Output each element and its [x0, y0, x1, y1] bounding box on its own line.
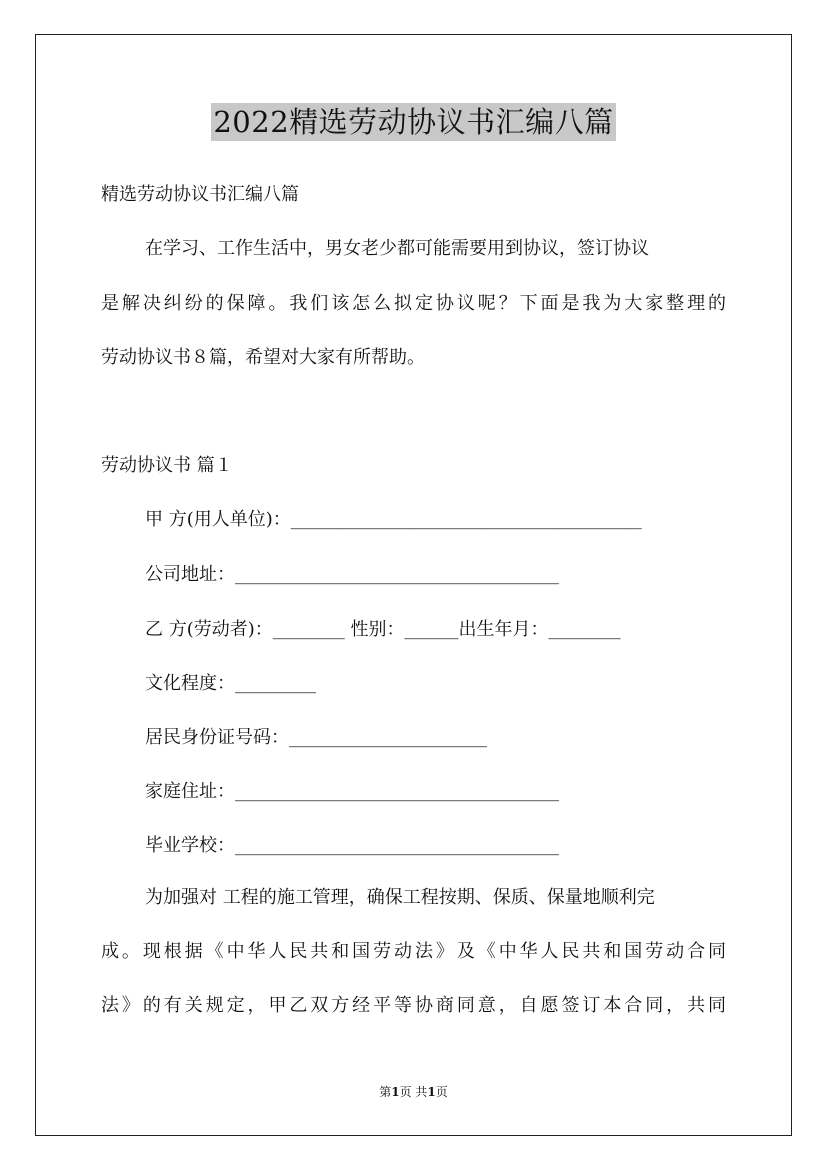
document-title: 2022精选劳动协议书汇编八篇 [213, 105, 614, 139]
body-line-1: 为加强对 工程的施工管理，确保工程按期、保质、保量地顺利完 [145, 887, 655, 908]
field-company-address: 公司地址：____________________________________ [145, 564, 559, 585]
body-line-3: 法》的有关规定，甲乙双方经平等协商同意，自愿签订本合同，共同 [101, 995, 726, 1016]
field-party-a: 甲 方(用人单位)：_______________________________________ [145, 509, 642, 530]
field-home-address: 家庭住址：____________________________________ [145, 781, 559, 802]
intro-line-3: 劳动协议书８篇，希望对大家有所帮助。 [101, 347, 425, 368]
document-subtitle: 精选劳动协议书汇编八篇 [101, 184, 299, 205]
footer-page-suffix: 页 [435, 1085, 448, 1099]
footer-page-mid: 页 共 [399, 1085, 428, 1099]
intro-line-2: 是解决纠纷的保障。我们该怎么拟定协议呢？下面是我为大家整理的 [101, 293, 726, 314]
field-id-number: 居民身份证号码：______________________ [145, 727, 487, 748]
field-education: 文化程度：_________ [145, 673, 316, 694]
field-party-b: 乙 方(劳动者)：________ 性别：______出生年月：________ [145, 619, 621, 640]
body-line-2: 成。现根据《中华人民共和国劳动法》及《中华人民共和国劳动合同 [101, 941, 726, 962]
page-footer [0, 1084, 827, 1100]
intro-line-1: 在学习、工作生活中，男女老少都可能需要用到协议，签订协议 [145, 238, 649, 259]
footer-page-number: 1 [391, 1085, 400, 1099]
footer-page-prefix: 第 [379, 1085, 392, 1099]
footer-total-pages: 1 [427, 1085, 436, 1099]
document-title-wrap [0, 103, 827, 141]
section-heading: 劳动协议书 篇１ [101, 455, 233, 476]
field-school: 毕业学校：____________________________________ [145, 835, 559, 856]
